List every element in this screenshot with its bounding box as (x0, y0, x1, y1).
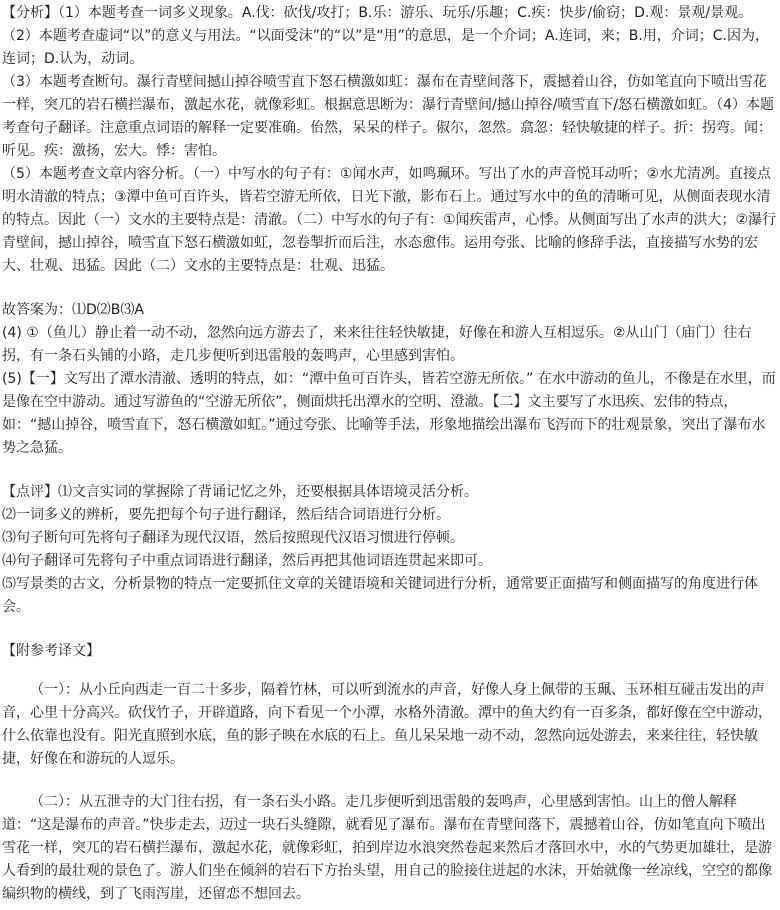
comment-part-5: ⑸写景类的古文，分析景物的特点一定要抓住文章的关键语境和关键词进行分析，通常要正面描写和侧面描写的角度进行体会。 (2, 576, 758, 615)
answer-summary: 故答案为：⑴D⑵B⑶A (2, 302, 144, 318)
comment-part-3: ⑶句子断句可先将句子翻译为现代汉语，然后按照现代汉语习惯进行停顿。 (2, 530, 464, 546)
comment-part-1: 【点评】⑴文言实词的掌握除了背诵记忆之外，还要根据具体语境灵活分析。 (2, 484, 478, 500)
answer-item-4: (4) ①（鱼儿）静止着一动不动，忽然向远方游去了，来来往往轻快敏捷，好像在和游人互相逗乐。②从山门（庙门）往右拐，有一条石头铺的小路，走几步便听到迅雷般的轰鸣声，心里感到害怕。 (2, 325, 752, 364)
comment-part-2: ⑵一词多义的辨析，要先把每个句子进行翻译，然后结合词语进行分析。 (2, 507, 450, 523)
answer-item-5: (5)【一】文写出了潭水清澈、透明的特点，如：“潭中鱼可百许头，皆若空游无所依。” 在水中游动的鱼儿，不像是在水里，而是像在空中游动。通过写游鱼的“空游无所依”，侧面烘托出潭水的空明、澄澈。【二】文主要写了水迅疾、宏伟的特点，如：“撼山掉谷，喷雪直下，怒石横激如虹。”通过夸张、比喻等手法，形象地描绘出瀑布飞泻而下的壮观景象，突出了瀑布水势之急猛。 (2, 371, 776, 456)
analysis-part-4: （5）本题考查文章内容分析。（一）中写水的句子有：①闻水声，如鸣珮环。写出了水的声音悦耳动听；②水尤清冽。直接点明水清澈的特点；③潭中鱼可百许头，皆若空游无所依，日光下澈，影布石上。通过写水中的鱼的清晰可见，从侧面表现水清的特点。因此（一）文水的主要特点是：清澈。（二）中写水的句子有：①闻疾雷声，心悸。从侧面写出了水声的洪大；②瀑行青壁间，撼山掉谷，喷雪直下怒石横激如虹，忽卷掣折而后注，水态愈伟。运用夸张、比喻的修辞手法，直接描写水势的宏大、壮观、迅猛。因此（二）文水的主要特点是：壮观、迅猛。 (2, 166, 777, 274)
translation-part-1: （一）：从小丘向西走一百二十多步，隔着竹林，可以听到流水的声音，好像人身上佩带的玉珮、玉环相互碰击发出的声音，心里十分高兴。砍伐竹子，开辟道路，向下看见一个小潭，水格外清澈。潭中的鱼大约有一百多条，都好像在空中游动，什么依靠也没有。阳光直照到水底，鱼的影子映在水底的石上。鱼儿呆呆地一动不动，忽然向远处游去，来来往往，轻快敏捷，好像在和游玩的人逗乐。 (2, 682, 772, 767)
analysis-part-2: （2）本题考查虚词“以”的意义与用法。“以面受沫”的“以”是“用”的意思，是一个介词；A.连词，来；B.用，介词；C.因为，连词；D.认为，动词。 (2, 28, 769, 67)
analysis-part-1: 【分析】（1）本题考查一词多义现象。A.伐：砍伐/攻打；B.乐：游乐、玩乐/乐趣；C.疾：快步/偷窃；D.观：景观/景观。 (2, 5, 753, 21)
translation-part-2: （二）：从五泄寺的大门往右拐，有一条石头小路。走几步便听到迅雷般的轰鸣声，心里感到害怕。山上的僧人解释道：“这是瀑布的声音。”快步走去，迈过一块石头缝隙，就看见了瀑布。瀑布在青壁间落下，震撼着山谷，仿如笔直向下喷出雪花一样，突兀的岩石横拦瀑布，激起水花，就像彩虹，拍到岸边水浪突然卷起来然后才落回水中，水的气势更加雄壮，是游人看到的最壮观的景色了。游人们坐在倾斜的岩石下方抬头望，用自己的脸接住迸起的水沫，开始就像一丝凉线，空空的都像编织物的横线，到了飞雨泻崖，还留恋不想回去。 (2, 794, 772, 902)
translation-heading: 【附参考译文】 (2, 643, 100, 659)
comment-part-4: ⑷句子翻译可先将句子中重点词语进行翻译，然后再把其他词语连贯起来即可。 (2, 553, 492, 569)
analysis-part-3: （3）本题考查断句。瀑行青壁间撼山掉谷喷雪直下怒石横激如虹：瀑布在青壁间落下，震撼着山谷，仿如笔直向下喷出雪花一样，突兀的岩石横拦瀑布，激起水花，就像彩虹。根据意思断为：瀑行青壁间/撼山掉谷/喷雪直下/怒石横激如虹。（4）本题考查句子翻译。注意重点词语的解释一定要准确。佁然，呆呆的样子。俶尔，忽然。翕忽：轻快敏捷的样子。折：拐弯。闻：听见。疾：激扬，宏大。悸：害怕。 (2, 74, 775, 159)
